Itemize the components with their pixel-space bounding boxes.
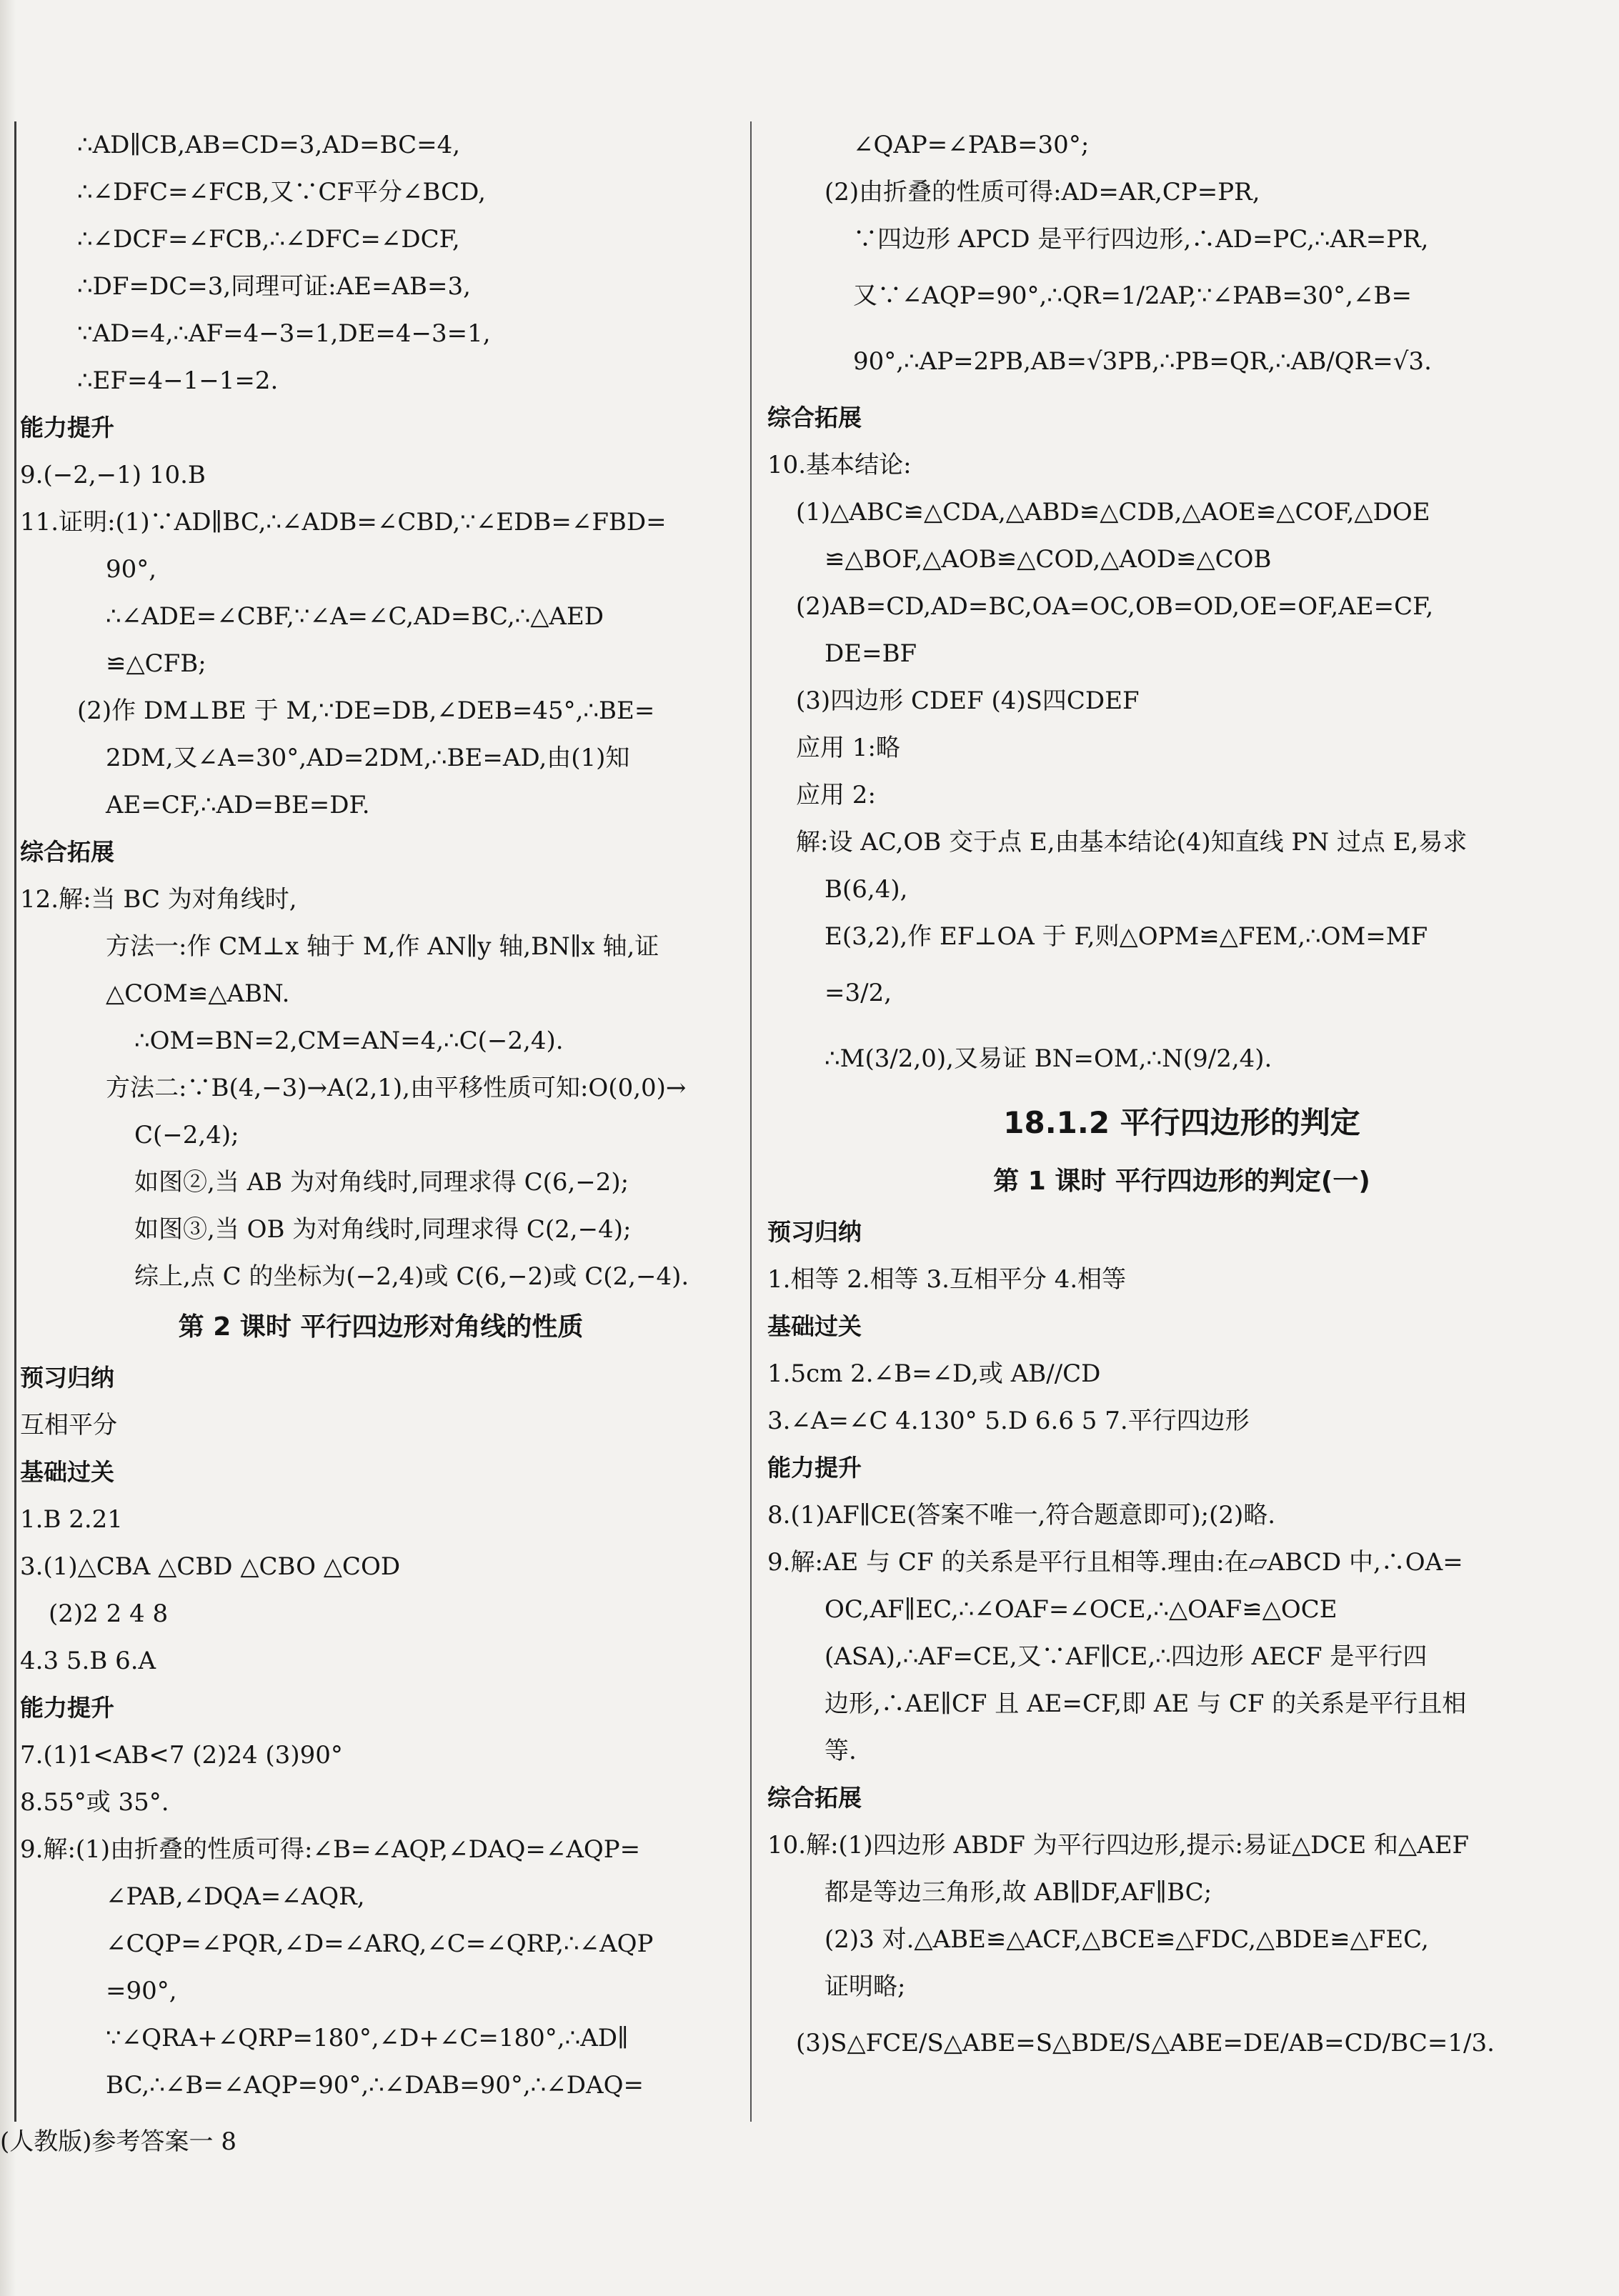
answer-line: 边形,∴AE∥CF 且 AE=CF,即 AE 与 CF 的关系是平行且相	[825, 1689, 1467, 1718]
answer-line: 证明略;	[825, 1972, 906, 2001]
answer-line: 等.	[825, 1737, 857, 1765]
page-margin-rule	[14, 121, 16, 2122]
answer-line: =3/2,	[825, 979, 892, 1007]
section-heading: 能力提升	[767, 1454, 862, 1482]
answer-line: 9.解:(1)由折叠的性质可得:∠B=∠AQP,∠DAQ=∠AQP=	[20, 1835, 641, 1864]
answer-line: 都是等边三角形,故 AB∥DF,AF∥BC;	[825, 1878, 1212, 1907]
answer-line: 10.基本结论:	[767, 451, 912, 479]
answer-line: ∵AD=4,∴AF=4−3=1,DE=4−3=1,	[77, 319, 491, 348]
answer-line: 解:设 AC,OB 交于点 E,由基本结论(4)知直线 PN 过点 E,易求	[796, 828, 1468, 857]
answer-line: 8.(1)AF∥CE(答案不唯一,符合题意即可);(2)略.	[767, 1501, 1276, 1529]
answer-line: ∴∠ADE=∠CBF,∵∠A=∠C,AD=BC,∴△AED	[106, 602, 604, 631]
section-heading: 综合拓展	[767, 1784, 862, 1812]
answer-line: C(−2,4);	[134, 1121, 239, 1149]
answer-line: △COM≌△ABN.	[106, 979, 290, 1008]
answer-line: (2)3 对.△ABE≌△ACF,△BCE≌△FDC,△BDE≌△FEC,	[825, 1925, 1429, 1954]
answer-line: ∴∠DFC=∠FCB,又∵CF平分∠BCD,	[77, 178, 486, 206]
answer-line: ∠QAP=∠PAB=30°;	[853, 131, 1090, 159]
answer-line: B(6,4),	[825, 875, 908, 904]
section-heading: 能力提升	[20, 1694, 114, 1722]
right-column	[767, 121, 1596, 2076]
answer-line: 方法一:作 CM⊥x 轴于 M,作 AN∥y 轴,BN∥x 轴,证	[106, 932, 659, 961]
answer-line: (2)作 DM⊥BE 于 M,∵DE=DB,∠DEB=45°,∴BE=	[77, 697, 655, 725]
answer-line: (2)由折叠的性质可得:AD=AR,CP=PR,	[825, 178, 1260, 206]
answer-line: 8.55°或 35°.	[20, 1788, 169, 1817]
answer-line: 如图③,当 OB 为对角线时,同理求得 C(2,−4);	[134, 1215, 632, 1244]
answer-line: 1.5cm 2.∠B=∠D,或 AB//CD	[767, 1359, 1101, 1388]
answer-line: ∴OM=BN=2,CM=AN=4,∴C(−2,4).	[134, 1027, 564, 1055]
answer-line: OC,AF∥EC,∴∠OAF=∠OCE,∴△OAF≌△OCE	[825, 1595, 1337, 1624]
answer-line: 应用 1:略	[796, 734, 900, 762]
section-heading: 能力提升	[20, 414, 114, 441]
section-title: 第 1 课时 平行四边形的判定(一)	[993, 1167, 1370, 1196]
section-heading: 预习归纳	[767, 1218, 862, 1246]
answer-line: ∴DF=DC=3,同理可证:AE=AB=3,	[77, 272, 471, 301]
answer-line: (2)AB=CD,AD=BC,OA=OC,OB=OD,OE=OF,AE=CF,	[796, 592, 1434, 621]
section-title: 第 2 课时 平行四边形对角线的性质	[178, 1312, 584, 1342]
answer-line: 90°,∴AP=2PB,AB=√3PB,∴PB=QR,∴AB/QR=√3.	[853, 347, 1432, 376]
answer-line: 3.(1)△CBA △CBD △CBO △COD	[20, 1552, 401, 1581]
section-title: 18.1.2 平行四边形的判定	[1003, 1105, 1360, 1140]
answer-line: ∴M(3/2,0),又易证 BN=OM,∴N(9/2,4).	[825, 1044, 1272, 1073]
section-heading: 基础过关	[20, 1458, 114, 1486]
answer-line: 4.3 5.B 6.A	[20, 1647, 156, 1675]
answer-line: ∵∠QRA+∠QRP=180°,∠D+∠C=180°,∴AD∥	[106, 2024, 629, 2052]
section-heading: 综合拓展	[767, 404, 862, 431]
answer-line: 如图②,当 AB 为对角线时,同理求得 C(6,−2);	[134, 1168, 629, 1197]
answer-line: 9.(−2,−1) 10.B	[20, 461, 206, 489]
answer-line: 2DM,又∠A=30°,AD=2DM,∴BE=AD,由(1)知	[106, 744, 630, 772]
answer-line: 又∵∠AQP=90°,∴QR=1/2AP,∵∠PAB=30°,∠B=	[853, 281, 1412, 310]
answer-line: ∴AD∥CB,AB=CD=3,AD=BC=4,	[77, 131, 461, 159]
answer-line: 综上,点 C 的坐标为(−2,4)或 C(6,−2)或 C(2,−4).	[134, 1262, 689, 1291]
answer-line: 12.解:当 BC 为对角线时,	[20, 885, 297, 914]
answer-line: BC,∴∠B=∠AQP=90°,∴∠DAB=90°,∴∠DAQ=	[106, 2071, 644, 2100]
answer-line: 1.相等 2.相等 3.互相平分 4.相等	[767, 1265, 1127, 1294]
answer-line: 应用 2:	[796, 781, 876, 809]
answer-line: 90°,	[106, 555, 157, 584]
answer-line: AE=CF,∴AD=BE=DF.	[106, 791, 370, 819]
answer-line: 10.解:(1)四边形 ABDF 为平行四边形,提示:易证△DCE 和△AEF	[767, 1831, 1470, 1860]
answer-line: E(3,2),作 EF⊥OA 于 F,则△OPM≌△FEM,∴OM=MF	[825, 922, 1428, 951]
answer-line: ∠PAB,∠DQA=∠AQR,	[106, 1882, 365, 1911]
page-footer: (人教版)参考答案一 8	[0, 2127, 236, 2156]
answer-line: (2)2 2 4 8	[49, 1599, 169, 1628]
answer-line: (1)△ABC≌△CDA,△ABD≌△CDB,△AOE≌△COF,△DOE	[796, 498, 1430, 526]
left-column	[20, 121, 742, 2109]
column-divider	[750, 121, 752, 2122]
answer-line: 3.∠A=∠C 4.130° 5.D 6.6 5 7.平行四边形	[767, 1407, 1250, 1435]
section-heading: 基础过关	[767, 1312, 862, 1340]
section-heading: 预习归纳	[20, 1364, 114, 1392]
scan-edge	[0, 0, 16, 2296]
answer-line: 1.B 2.21	[20, 1505, 123, 1534]
answer-line: (ASA),∴AF=CE,又∵AF∥CE,∴四边形 AECF 是平行四	[825, 1642, 1428, 1671]
answer-line: (3)四边形 CDEF (4)S四CDEF	[796, 687, 1140, 715]
answer-line: =90°,	[106, 1977, 177, 2005]
answer-line: ∵四边形 APCD 是平行四边形,∴AD=PC,∴AR=PR,	[853, 225, 1429, 254]
section-heading: 综合拓展	[20, 838, 114, 866]
answer-line: 互相平分	[20, 1411, 117, 1439]
answer-line: ∴∠DCF=∠FCB,∴∠DFC=∠DCF,	[77, 225, 460, 254]
answer-line: ≌△CFB;	[106, 649, 206, 678]
answer-line: 方法二:∵B(4,−3)→A(2,1),由平移性质可知:O(0,0)→	[106, 1074, 687, 1102]
answer-line: DE=BF	[825, 639, 917, 668]
answer-line: ≌△BOF,△AOB≌△COD,△AOD≌△COB	[825, 545, 1272, 574]
answer-line: ∠CQP=∠PQR,∠D=∠ARQ,∠C=∠QRP,∴∠AQP	[106, 1930, 654, 1958]
answer-line: 7.(1)1<AB<7 (2)24 (3)90°	[20, 1741, 343, 1770]
answer-line: 9.解:AE 与 CF 的关系是平行且相等.理由:在▱ABCD 中,∴OA=	[767, 1548, 1463, 1577]
answer-line: (3)S△FCE/S△ABE=S△BDE/S△ABE=DE/AB=CD/BC=1/3.	[796, 2029, 1495, 2057]
answer-line: ∴EF=4−1−1=2.	[77, 366, 279, 395]
answer-line: 11.证明:(1)∵AD∥BC,∴∠ADB=∠CBD,∵∠EDB=∠FBD=	[20, 508, 667, 536]
